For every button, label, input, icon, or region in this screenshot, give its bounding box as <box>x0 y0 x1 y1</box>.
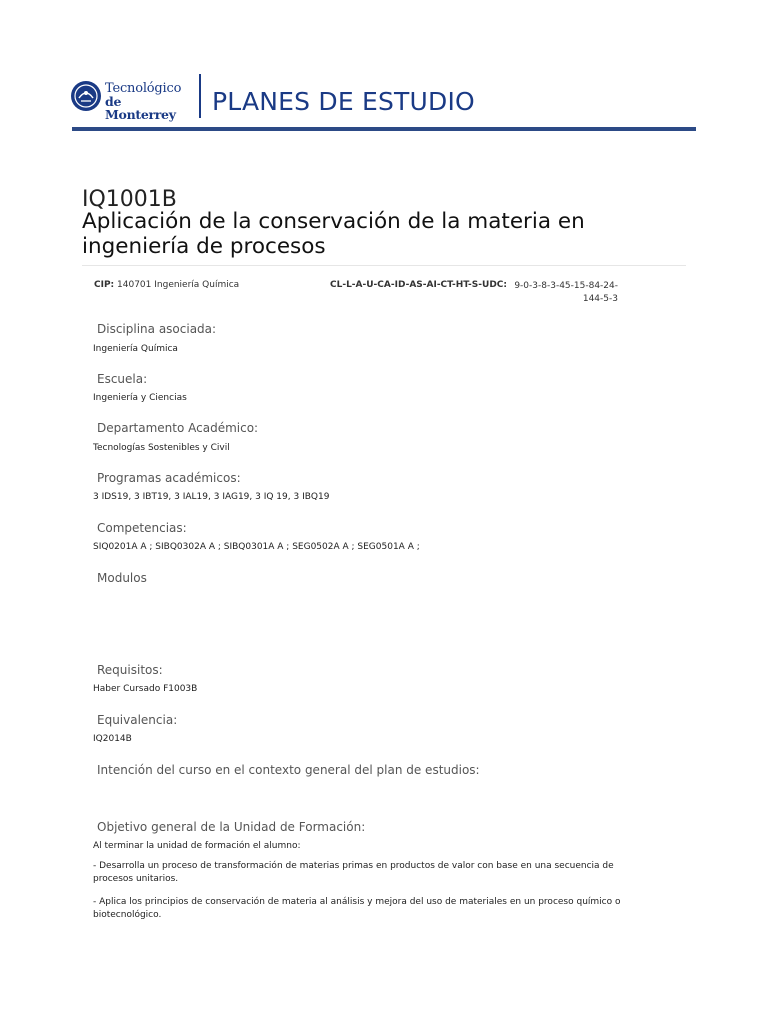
header-rule <box>72 127 696 131</box>
course-code: IQ1001B <box>82 187 177 212</box>
programas-label: Programas académicos: <box>97 471 241 485</box>
escuela-label: Escuela: <box>97 372 148 386</box>
intencion-label: Intención del curso en el contexto general del plan de estudios: <box>97 763 480 777</box>
objetivo-label: Objetivo general de la Unidad de Formación: <box>97 820 366 834</box>
disciplina-value: Ingeniería Química <box>93 344 178 354</box>
header-title: PLANES DE ESTUDIO <box>212 87 475 116</box>
escuela-value: Ingeniería y Ciencias <box>93 393 187 403</box>
requisitos-value: Haber Cursado F1003B <box>93 684 198 694</box>
objetivo-intro: Al terminar la unidad de formación el alumno: <box>93 841 301 851</box>
cip-label: CIP: <box>94 280 115 290</box>
cip-value: 140701 Ingeniería Química <box>117 280 240 290</box>
programas-value: 3 IDS19, 3 IBT19, 3 IAL19, 3 IAG19, 3 IQ 19, 3 IBQ19 <box>93 492 330 502</box>
cl-row <box>330 280 620 304</box>
equivalencia-label: Equivalencia: <box>97 713 178 727</box>
cl-value: 9-0-3-8-3-45-15-84-24-144-5-3 <box>514 281 618 304</box>
logo-line2: de Monterrey <box>105 94 176 122</box>
logo <box>70 80 195 122</box>
departamento-label: Departamento Académico: <box>97 421 259 435</box>
divider <box>82 265 686 266</box>
header-divider <box>199 74 201 118</box>
disciplina-label: Disciplina asociada: <box>97 322 217 336</box>
cl-label: CL-L-A-U-CA-ID-AS-AI-CT-HT-S-UDC: <box>330 280 507 290</box>
modulos-label: Modulos <box>97 571 147 585</box>
competencias-label: Competencias: <box>97 521 187 535</box>
objetivo-paragraph-1: - Desarrolla un proceso de transformación de materias primas en productos de valor con base en una secuencia de procesos unitarios. <box>93 861 614 884</box>
requisitos-label: Requisitos: <box>97 663 163 677</box>
equivalencia-value: IQ2014B <box>93 734 132 744</box>
course-title: Aplicación de la conservación de la materia en ingeniería de procesos <box>82 209 585 259</box>
cip-row <box>94 280 239 290</box>
logo-text <box>105 82 195 121</box>
logo-line1: Tecnológico <box>105 81 182 96</box>
departamento-value: Tecnologías Sostenibles y Civil <box>93 443 230 453</box>
objetivo-paragraph-2: - Aplica los principios de conservación de materia al análisis y mejora del uso de materiales en un proceso químico o biotecnológico. <box>93 897 621 920</box>
competencias-value: SIQ0201A A ; SIBQ0302A A ; SIBQ0301A A ; SEG0502A A ; SEG0501A A ; <box>93 542 420 552</box>
tec-seal-icon <box>70 80 102 112</box>
